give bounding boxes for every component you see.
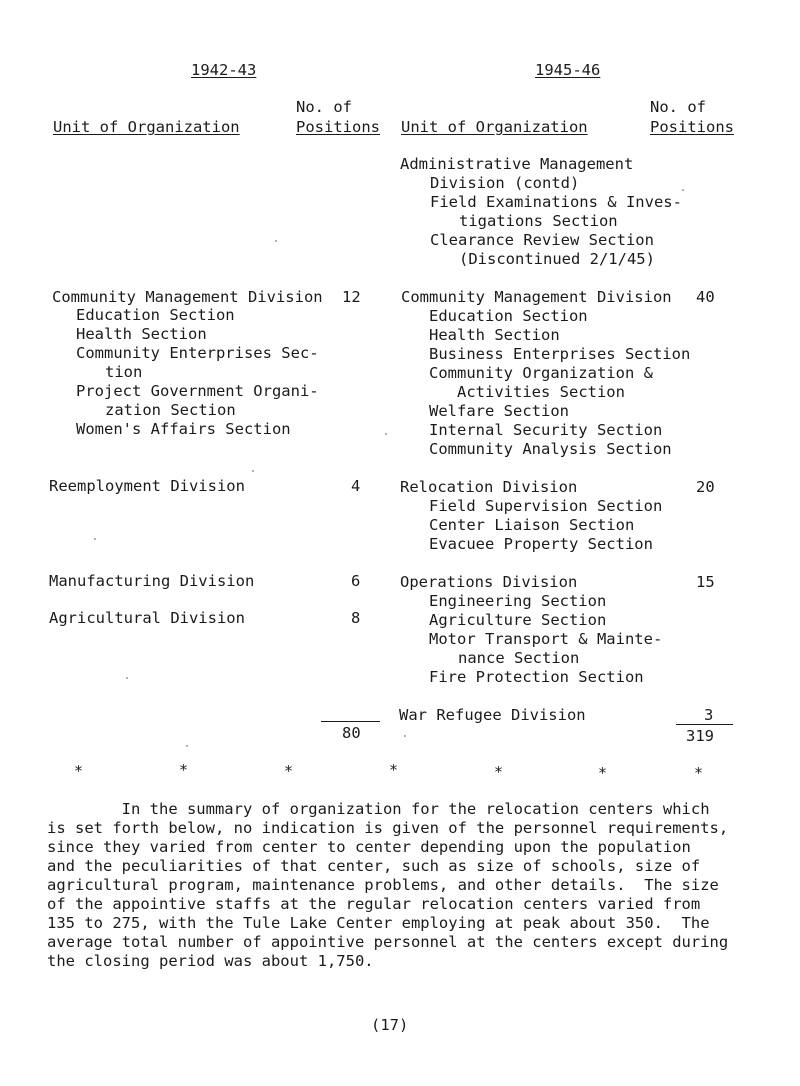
left-position-count: 6 (351, 572, 361, 590)
separator-star: * (694, 764, 704, 782)
right-no-of-header: No. of (650, 98, 706, 116)
left-section-line: Education Section (76, 306, 235, 324)
scan-speck (186, 745, 188, 747)
right-section-line: Center Liaison Section (429, 516, 635, 534)
admin-mgmt-line: Division (contd) (430, 174, 580, 192)
admin-mgmt-line: Clearance Review Section (430, 231, 654, 249)
right-position-count: 20 (696, 478, 715, 496)
right-position-count: 15 (696, 573, 715, 591)
left-division-title: Manufacturing Division (49, 572, 255, 590)
left-total: 80 (342, 724, 361, 742)
left-section-line: Community Enterprises Sec- (76, 344, 319, 362)
left-division-title: Agricultural Division (49, 609, 245, 627)
paragraph-line: of the appointive staffs at the regular relocation centers varied from (47, 895, 701, 913)
right-section-line: Motor Transport & Mainte- (429, 630, 663, 648)
paragraph-line: In the summary of organization for the relocation centers which (47, 800, 710, 818)
scan-speck (404, 735, 406, 737)
paragraph-line: 135 to 275, with the Tule Lake Center employing at peak about 350. The (47, 914, 710, 932)
left-section-line: Health Section (76, 325, 207, 343)
right-section-line: Field Supervision Section (429, 497, 663, 515)
paragraph-line: is set forth below, no indication is given of the personnel requirements, (47, 819, 729, 837)
separator-star: * (74, 762, 84, 780)
right-section-line: Health Section (429, 326, 560, 344)
right-section-line: Community Analysis Section (429, 440, 672, 458)
left-division-title: Reemployment Division (49, 477, 245, 495)
year-heading-1945-46: 1945-46 (535, 61, 601, 79)
right-division-title: Community Management Division (401, 288, 672, 306)
left-position-count: 4 (351, 477, 361, 495)
right-position-count: 40 (696, 288, 715, 306)
left-no-of-header: No. of (296, 98, 352, 116)
admin-mgmt-line: Field Examinations & Inves- (430, 193, 682, 211)
paragraph-line: agricultural program, maintenance problems, and other details. The size (47, 876, 719, 894)
left-section-line: Women's Affairs Section (76, 420, 291, 438)
right-section-line: Education Section (429, 307, 588, 325)
separator-star: * (389, 761, 399, 779)
left-total-rule (321, 721, 380, 722)
page-number: (17) (371, 1016, 409, 1034)
paragraph-line: the closing period was about 1,750. (47, 952, 374, 970)
right-section-line: Business Enterprises Section (429, 345, 691, 363)
right-section-line: nance Section (458, 649, 580, 667)
separator-star: * (284, 762, 294, 780)
right-total: 319 (686, 727, 714, 745)
right-section-line: Community Organization & (429, 364, 653, 382)
right-division-title: Relocation Division (400, 478, 578, 496)
separator-star: * (179, 761, 189, 779)
separator-star: * (494, 763, 504, 781)
scan-speck (94, 538, 96, 540)
right-section-line: Engineering Section (429, 592, 607, 610)
right-section-line: Evacuee Property Section (429, 535, 653, 553)
left-unit-header: Unit of Organization (53, 118, 240, 136)
right-section-line: Internal Security Section (429, 421, 663, 439)
left-section-line: tion (105, 363, 143, 381)
admin-mgmt-line: Administrative Management (400, 155, 634, 173)
scan-speck (385, 433, 387, 435)
right-position-count: 3 (704, 706, 714, 724)
paragraph-line: average total number of appointive personnel at the centers except during (47, 933, 729, 951)
right-section-line: Welfare Section (429, 402, 569, 420)
scan-speck (275, 240, 277, 242)
right-total-rule (676, 724, 733, 725)
paragraph-line: since they varied from center to center depending upon the population (47, 838, 691, 856)
paragraph-line: and the peculiarities of that center, such as size of schools, size of (47, 857, 701, 875)
left-division-title: Community Management Division (52, 288, 323, 306)
left-position-count: 12 (342, 288, 361, 306)
scan-speck (126, 677, 128, 679)
right-positions-header: Positions (650, 118, 734, 136)
right-division-title: Operations Division (400, 573, 578, 591)
left-positions-header: Positions (296, 118, 380, 136)
left-position-count: 8 (351, 609, 361, 627)
year-heading-1942-43: 1942-43 (191, 61, 257, 79)
right-section-line: Fire Protection Section (429, 668, 644, 686)
scan-speck (252, 470, 254, 472)
right-unit-header: Unit of Organization (401, 118, 588, 136)
right-division-title: War Refugee Division (399, 706, 586, 724)
scan-speck (682, 189, 684, 191)
separator-star: * (598, 764, 608, 782)
admin-mgmt-line: tigations Section (459, 212, 618, 230)
left-section-line: Project Government Organi- (76, 382, 319, 400)
admin-mgmt-line: (Discontinued 2/1/45) (459, 250, 655, 268)
right-section-line: Activities Section (457, 383, 625, 401)
right-section-line: Agriculture Section (429, 611, 607, 629)
left-section-line: zation Section (105, 401, 236, 419)
